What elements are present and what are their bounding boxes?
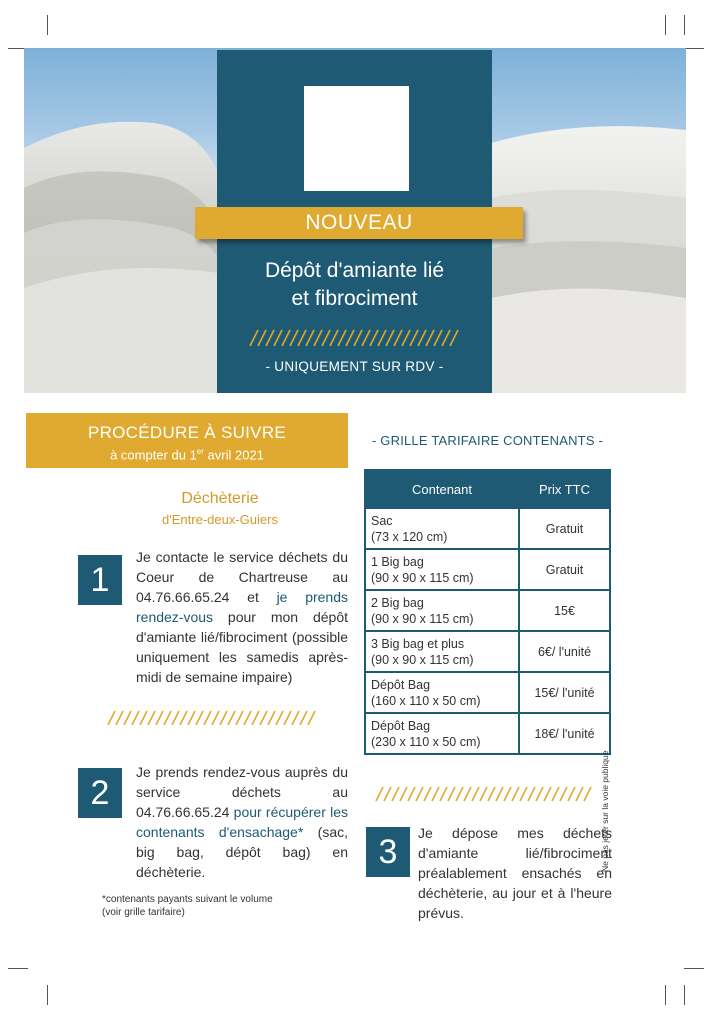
step-text-highlight: je prends rendez-vous [136, 589, 348, 625]
step-text-a: Je contacte le service déchets du Coeur de Chartreuse au 04.76.66.65.24 et [136, 549, 348, 605]
side-note: Ne pas jeter sur la voie publique [600, 750, 610, 872]
table-row [365, 631, 610, 672]
step-number: 1 [90, 560, 110, 599]
table-header: Prix TTC [519, 470, 610, 508]
footnote [102, 893, 322, 919]
step-text-highlight: pour récupérer les contenants d'ensachage* [136, 804, 348, 840]
nouveau-label: NOUVEAU [305, 211, 413, 234]
crop-mark [684, 968, 704, 969]
footnote-line2: (voir grille tarifaire) [102, 907, 185, 918]
date-suffix: avril 2021 [203, 447, 264, 463]
step-text-b: (sac, big bag, dépôt bag) en déchèterie. [136, 824, 348, 880]
dechetterie-place: d'Entre-deux-Guiers [162, 512, 278, 527]
price-cell: 15€ [519, 590, 610, 631]
container-name: 2 Big bag [371, 595, 424, 610]
hatch-divider [372, 786, 602, 802]
step-text-b: pour mon dépôt d'amiante lié/fibrociment (possible uniquement les samedis après-midi de semaine impaire) [136, 609, 348, 685]
price-cell: Gratuit [519, 508, 610, 549]
tarif-table [364, 469, 611, 755]
table-row [365, 590, 610, 631]
container-name: 3 Big bag et plus [371, 636, 465, 651]
container-dims: (90 x 90 x 115 cm) [371, 652, 474, 667]
step-number-box [366, 827, 410, 877]
date-prefix: à compter du 1 [110, 447, 197, 463]
container-cell [365, 549, 519, 590]
price-cell: 15€/ l'unité [519, 672, 610, 713]
dechetterie-name: Déchèterie [181, 490, 259, 507]
price-cell: 6€/ l'unité [519, 631, 610, 672]
crop-mark [684, 985, 685, 1005]
crop-mark [47, 15, 48, 35]
step-text [418, 823, 612, 923]
hero-title-line2: et fibrociment [291, 287, 418, 310]
step-text [136, 547, 348, 687]
table-row [365, 672, 610, 713]
container-dims: (90 x 90 x 115 cm) [371, 570, 474, 585]
table-row [365, 549, 610, 590]
footnote-line1: *contenants payants suivant le volume [102, 894, 273, 905]
container-dims: (160 x 110 x 50 cm) [371, 693, 481, 708]
container-dims: (230 x 110 x 50 cm) [371, 734, 481, 749]
step-text-a: Je dépose mes déchets d'amiante lié/fibrociment préalablement ensachés en déchèterie, au jour et à l'heure prévus. [418, 825, 612, 921]
crop-mark [684, 48, 704, 49]
step-number: 2 [90, 773, 110, 812]
crop-mark [665, 985, 666, 1005]
price-cell: 18€/ l'unité [519, 713, 610, 754]
price-cell: Gratuit [519, 549, 610, 590]
tarif-title: - GRILLE TARIFAIRE CONTENANTS - [371, 433, 604, 448]
crop-mark [47, 985, 48, 1005]
hero-subtitle: - UNIQUEMENT SUR RDV - [265, 359, 444, 374]
crop-mark [665, 15, 666, 35]
table-header: Contenant [365, 470, 519, 508]
table-header-row [365, 470, 610, 508]
hero-title-line1: Dépôt d'amiante lié [264, 259, 445, 282]
step-number-box [78, 555, 122, 605]
step-text [136, 762, 348, 882]
hero-title [217, 257, 492, 313]
step-text-a: Je prends rendez-vous auprès du service déchets au 04.76.66.65.24 [136, 764, 348, 820]
container-name: 1 Big bag [371, 554, 424, 569]
procedure-date [26, 447, 348, 462]
crop-mark [8, 968, 28, 969]
container-cell [365, 713, 519, 754]
container-name: Dépôt Bag [371, 677, 431, 692]
container-cell [365, 590, 519, 631]
nouveau-banner [195, 207, 523, 239]
procedure-title: PROCÉDURE À SUIVRE [87, 423, 287, 442]
hatch-divider [104, 710, 324, 726]
step-number-box [78, 768, 122, 818]
date-sup: er [196, 447, 204, 456]
container-dims: (73 x 120 cm) [371, 529, 448, 544]
table-row [365, 713, 610, 754]
container-cell [365, 672, 519, 713]
container-dims: (90 x 90 x 115 cm) [371, 611, 474, 626]
container-name: Dépôt Bag [371, 718, 431, 733]
container-name: Sac [371, 513, 393, 528]
table-row [365, 508, 610, 549]
container-cell [365, 631, 519, 672]
logo-placeholder [304, 86, 409, 191]
hatch-divider [246, 328, 466, 348]
step-number: 3 [378, 832, 398, 871]
container-cell [365, 508, 519, 549]
crop-mark [684, 15, 685, 35]
